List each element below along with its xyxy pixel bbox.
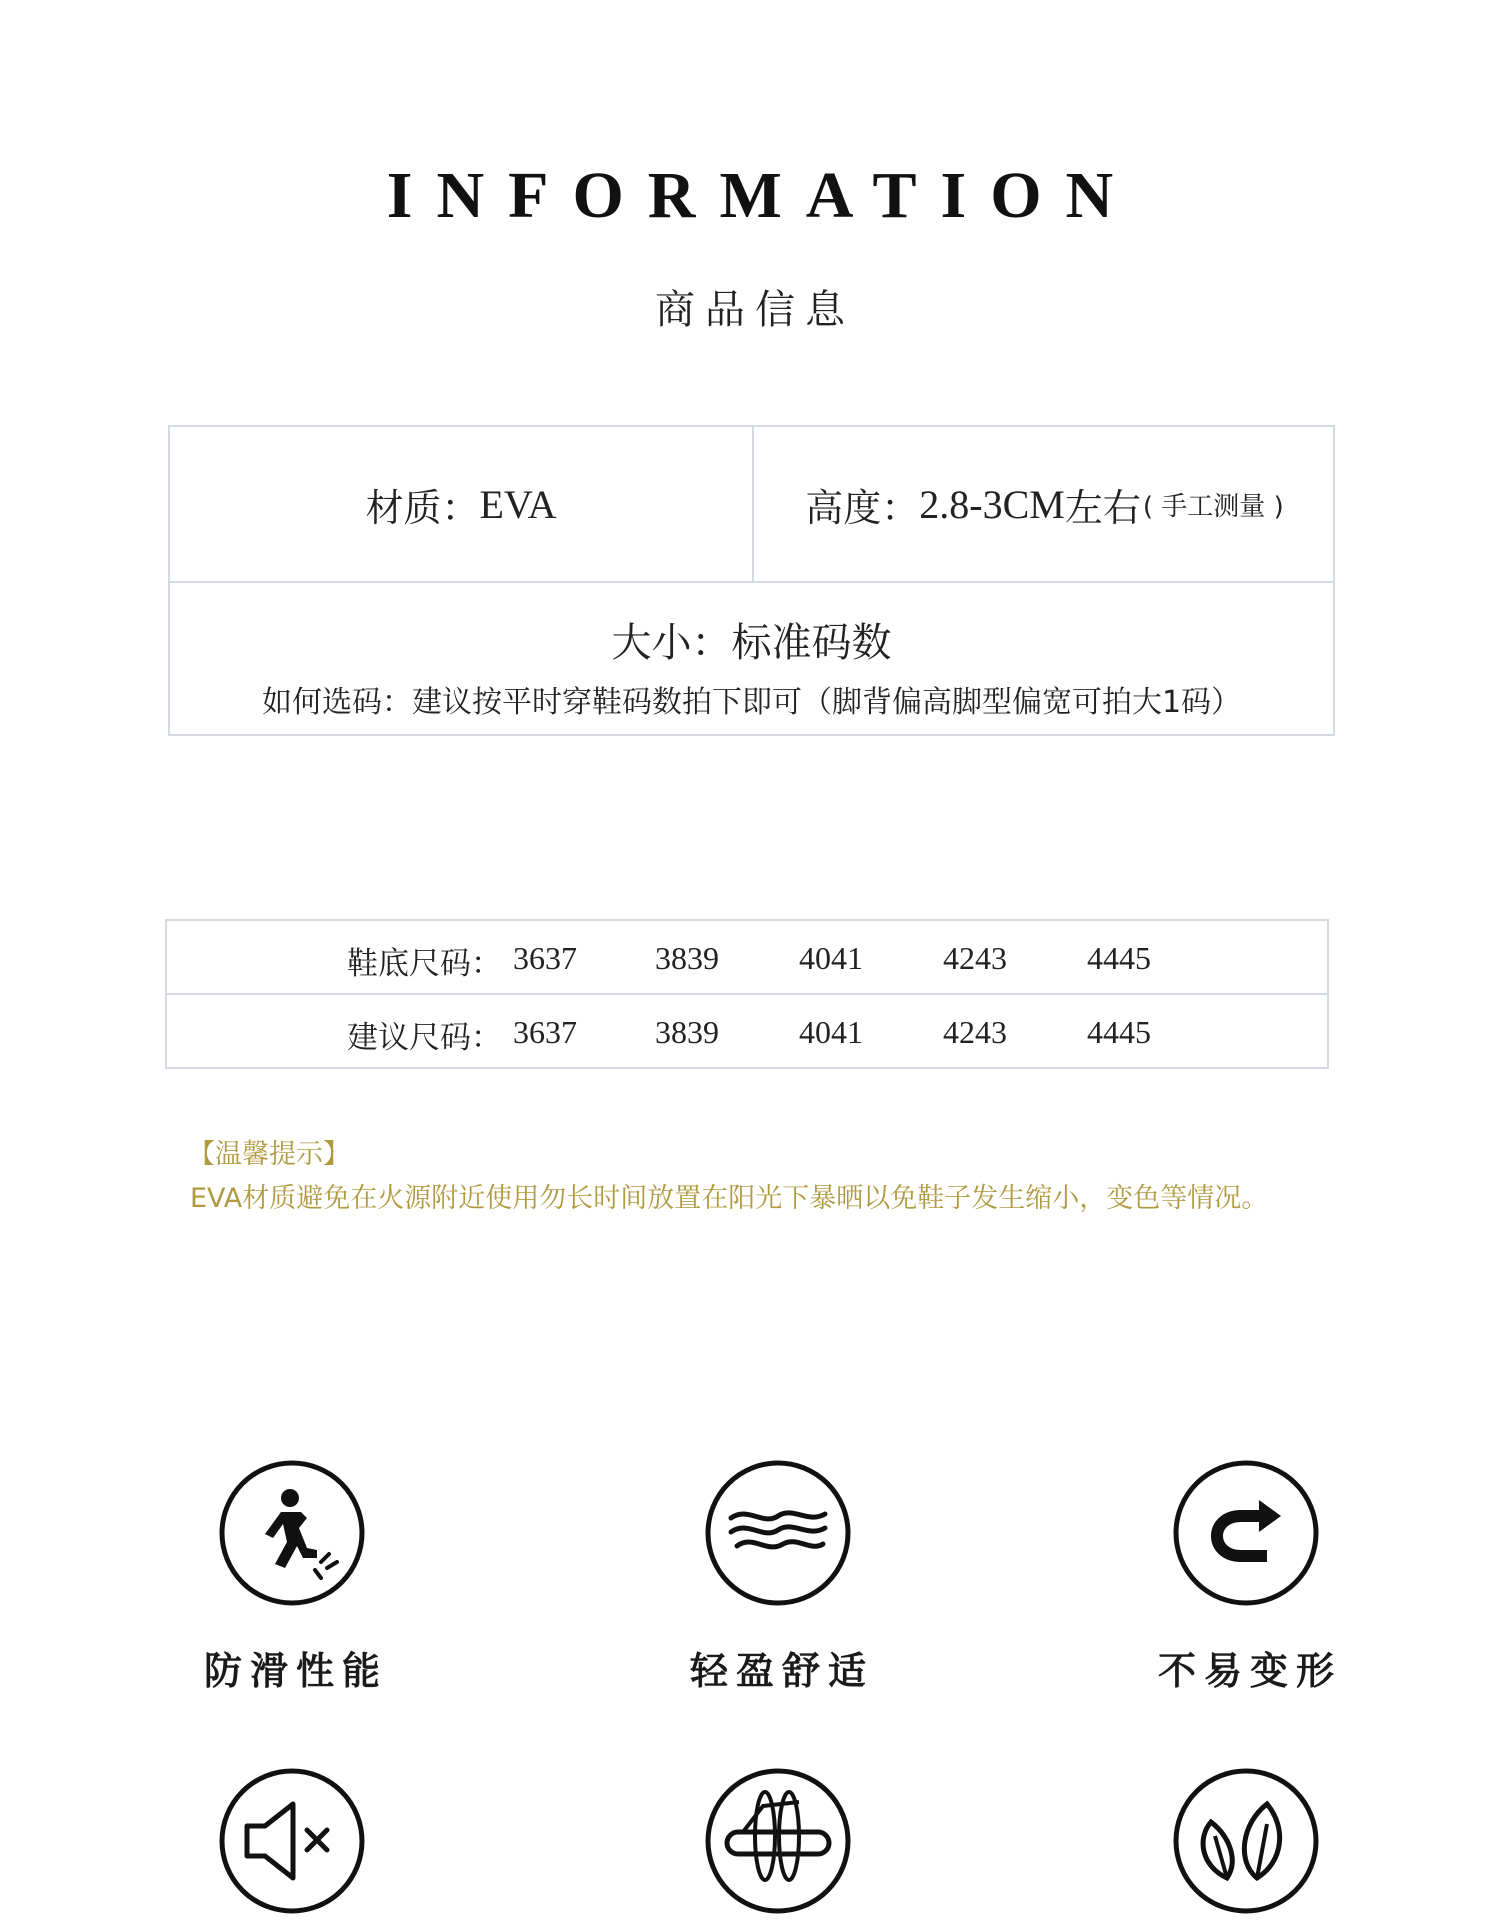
feature-label: 不易变形 [1157,1649,1342,1693]
size-value: 4041 [799,1014,863,1050]
size-value: 4243 [943,1014,1007,1050]
table-divider-horizontal [170,581,1333,583]
material-value: EVA [479,481,557,527]
size-value: 4041 [799,940,863,976]
mute-speaker-icon [217,1766,367,1916]
product-info-table [168,425,1335,736]
height-label: 高度： [805,485,920,530]
leaves-icon [1171,1766,1321,1916]
feature-eco [1096,1766,1396,1916]
feature-lightweight [628,1458,928,1695]
size-value: 3839 [655,940,719,976]
material-label: 材质： [365,485,480,530]
size-value: 3839 [655,1014,719,1050]
feature-quiet [142,1766,442,1916]
feature-label: 防滑性能 [203,1649,388,1693]
feature-shape-retention [1096,1458,1396,1695]
size-value: 3637 [513,1014,577,1050]
return-arrow-icon [1171,1458,1321,1608]
page-title: INFORMATION [386,159,1138,232]
size-value: 4445 [1087,1014,1151,1050]
height-cell [754,427,1335,581]
size-value: 4243 [943,940,1007,976]
height-value: 2.8-3CM [919,481,1065,527]
material-cell [170,427,752,581]
height-note: ( 手工测量 ) [1142,491,1284,522]
row-label: 建议尺码： [347,1020,502,1056]
size-tip: 如何选码：建议按平时穿鞋码数拍下即可（脚背偏高脚型偏宽可拍大1码） [261,685,1242,720]
page-subtitle: 商品信息 [655,287,855,333]
size-title: 大小：标准码数 [611,620,892,666]
notice-body: EVA材质避免在火源附近使用勿长时间放置在阳光下暴晒以免鞋子发生缩小，变色等情况。 [190,1183,1269,1214]
size-chart-table [165,919,1329,1069]
size-value: 4445 [1087,940,1151,976]
table-row [167,921,1327,993]
slip-person-icon [217,1458,367,1608]
notice-title: 【温馨提示】 [188,1139,350,1170]
waves-icon [703,1458,853,1608]
table-row [167,995,1327,1067]
feature-anti-slip [142,1458,442,1695]
row-label: 鞋底尺码： [347,946,502,982]
size-value: 3637 [513,940,577,976]
feature-label: 轻盈舒适 [689,1649,874,1693]
flexible-sole-icon [703,1766,853,1916]
feature-flexible [628,1766,928,1916]
height-suffix: 左右 [1064,485,1141,530]
